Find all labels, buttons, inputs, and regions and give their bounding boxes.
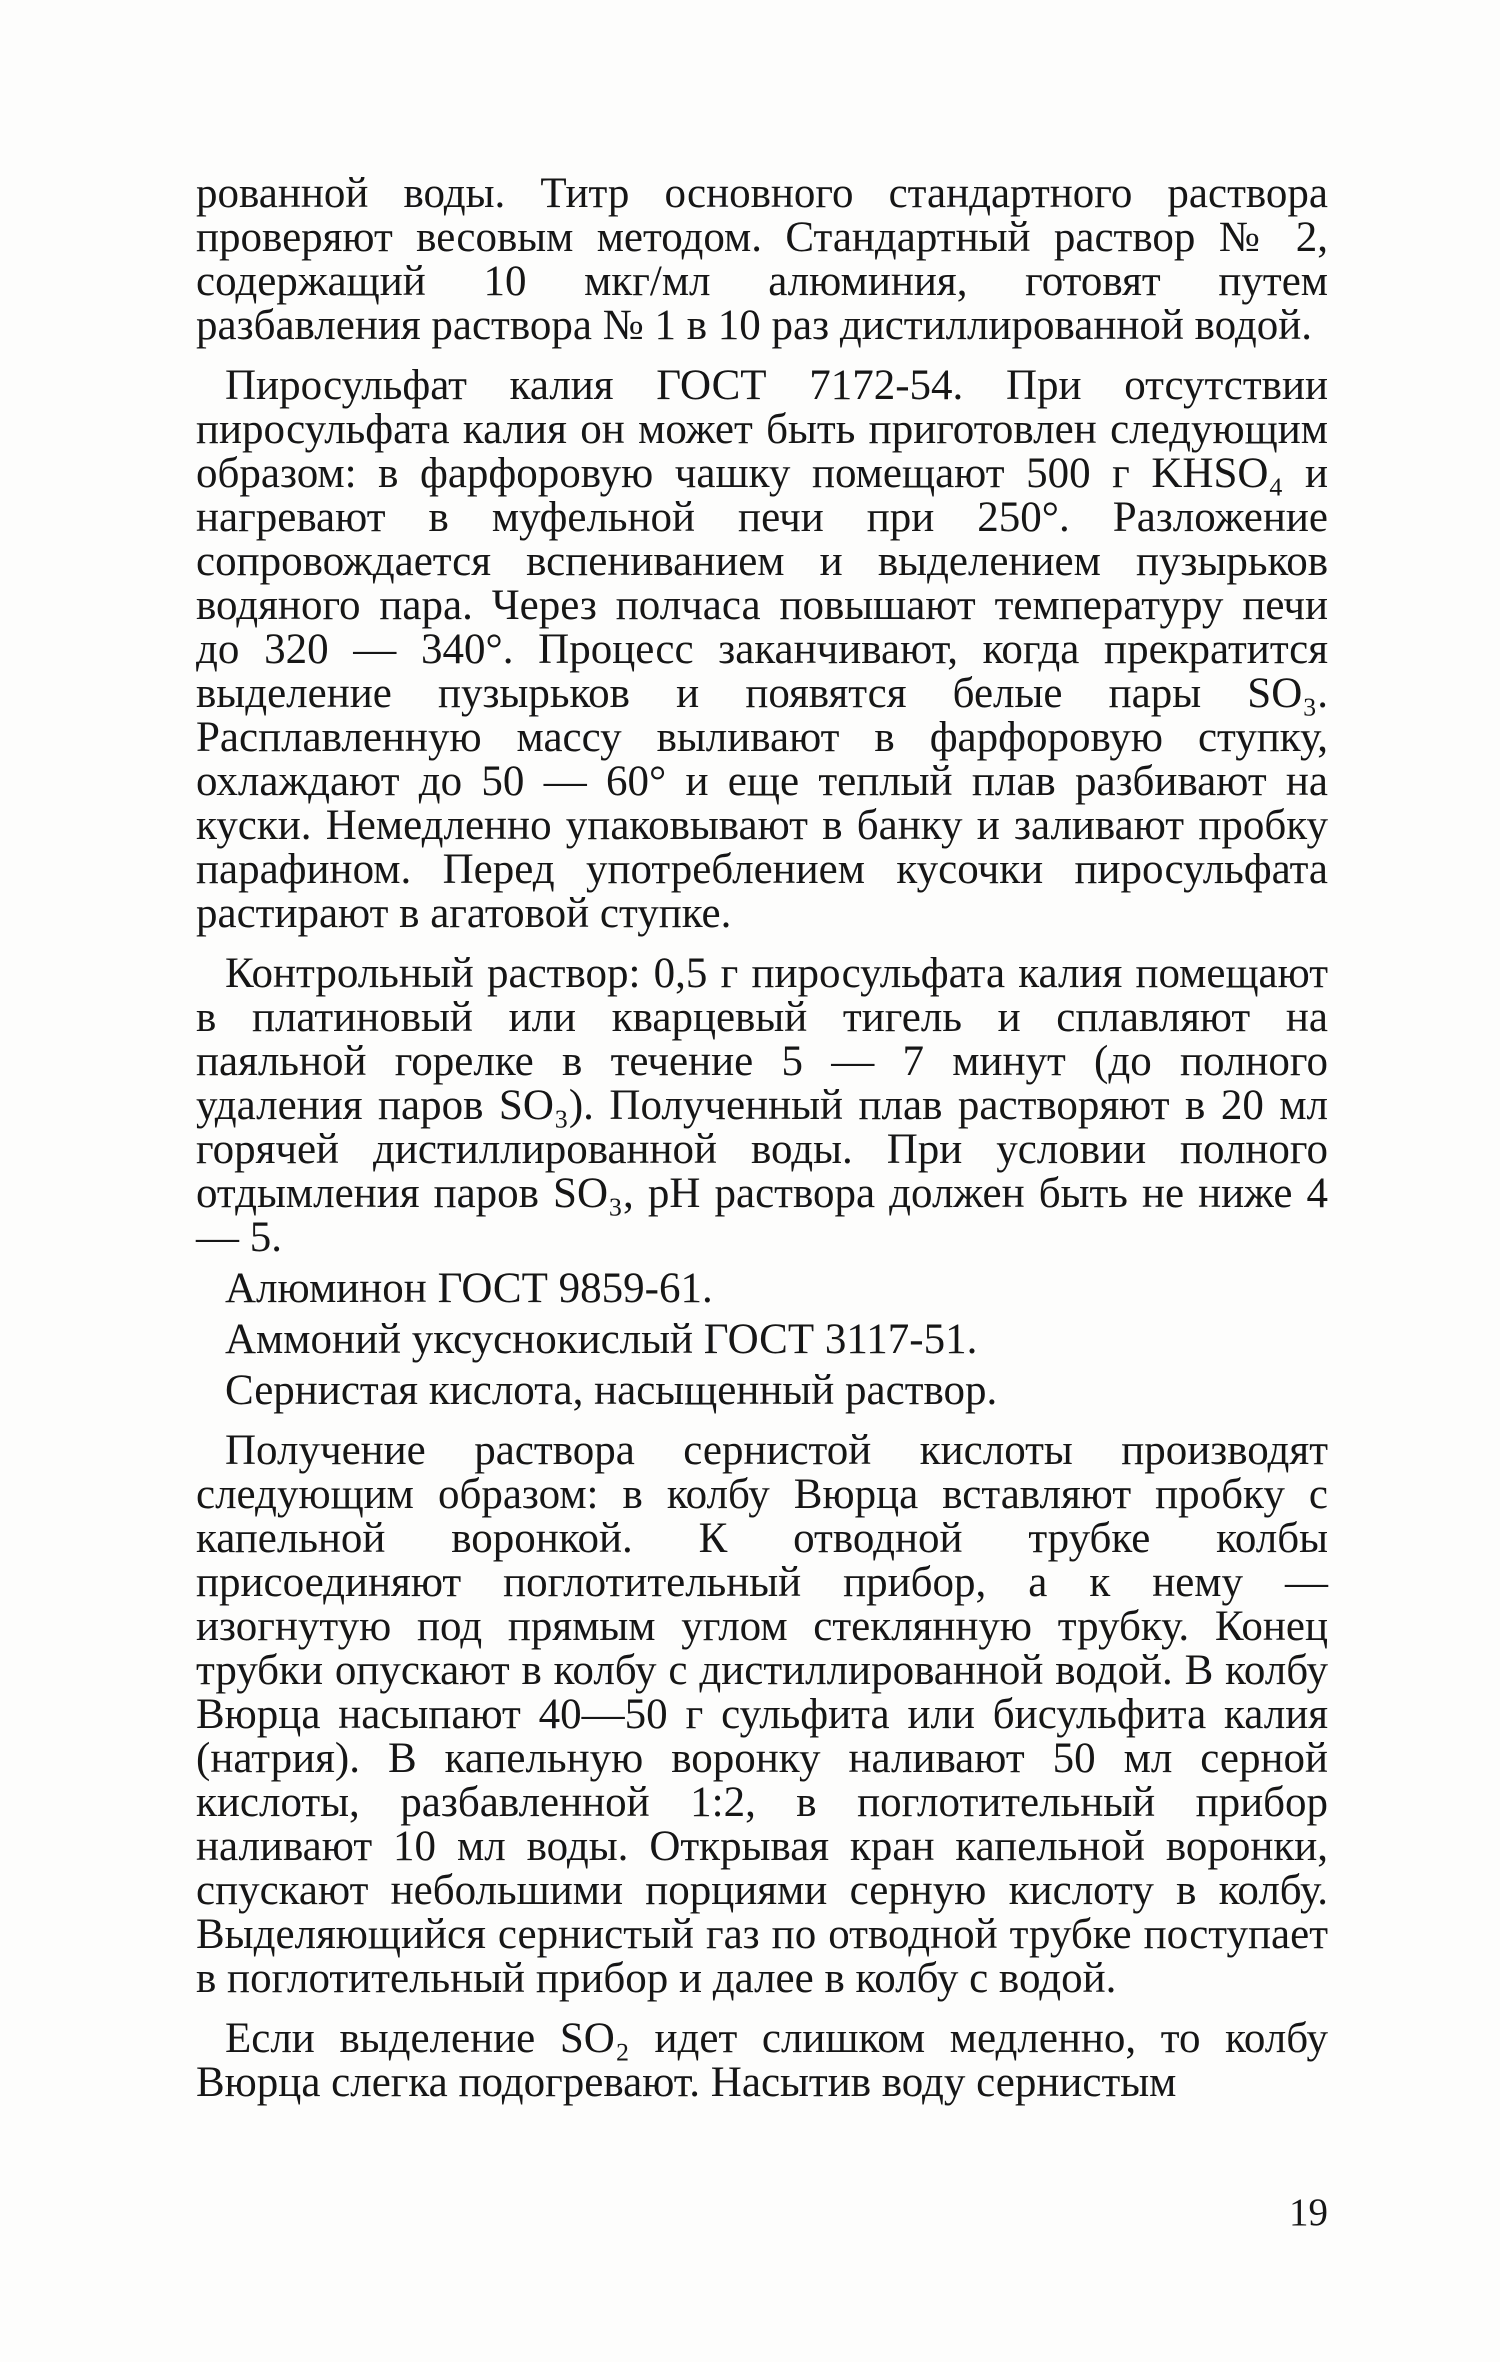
reagent-ammonium-acetate: Аммоний уксуснокислый ГОСТ 3117-51.: [225, 1316, 978, 1363]
page-number: 19: [1289, 2191, 1328, 2234]
paragraph-control-solution: Контрольный раствор: 0,5 г пиросульфата калия помещают в платиновый или кварцевый тигель и сплавляют на паяльной горелке в течение 5 — 7 минут (до полного удаления паров SO₃). Полученный плав растворяют в 20 мл горячей дистиллированной воды. При условии полного отдымления паров SO₃, pH раствора должен быть не ниже 4 — 5.: [196, 950, 1328, 1261]
reagent-sulfurous-acid: Сернистая кислота, насыщенный раствор.: [225, 1367, 998, 1414]
paragraph-sulfurous-acid-prep: Получение раствора сернистой кислоты производят следующим образом: в колбу Вюрца вставляют пробку с капельной воронкой. К отводной трубке колбы присоединяют поглотительный прибор, а к нему — изогнутую под прямым углом стеклянную трубку. Конец трубки опускают в колбу с дистиллированной водой. В колбу Вюрца насыпают 40—50 г сульфита или бисульфита калия (натрия). В капельную воронку наливают 50 мл серной кислоты, разбавленной 1:2, в поглотительный прибор наливают 10 мл воды. Открывая кран капельной воронки, спускают небольшими порциями серную кислоту в колбу. Выделяющийся сернистый газ по отводной трубке поступает в поглотительный прибор и далее в колбу с водой.: [196, 1427, 1328, 2002]
paragraph-continuation: рованной воды. Титр основного стандартного раствора проверяют весовым методом. Стандартный раствор № 2, содержащий 10 мкг/мл алюминия, готовят путем разбавления раствора № 1 в 10 раз дистиллированной водой.: [196, 170, 1328, 349]
body-text: [196, 172, 1328, 2105]
paragraph-slow-so2: Если выделение SO₂ идет слишком медленно, то колбу Вюрца слегка подогревают. Насытив воду сернистым: [196, 2015, 1328, 2106]
reagent-aluminon: Алюминон ГОСТ 9859-61.: [225, 1265, 713, 1312]
paragraph-persulfate: Пиросульфат калия ГОСТ 7172-54. При отсутствии пиросульфата калия он может быть приготовлен следующим образом: в фарфоровую чашку помещают 500 г KHSO₄ и нагревают в муфельной печи при 250°. Разложение сопровождается вспениванием и выделением пузырьков водяного пара. Через полчаса повышают температуру печи до 320 — 340°. Процесс заканчивают, когда прекратится выделение пузырьков и появятся белые пары SO₃. Расплавленную массу выливают в фарфоровую ступку, охлаждают до 50 — 60° и еще теплый плав разбивают на куски. Немедленно упаковывают в банку и заливают пробку парафином. Перед употреблением кусочки пиросульфата растирают в агатовой ступке.: [196, 362, 1328, 937]
